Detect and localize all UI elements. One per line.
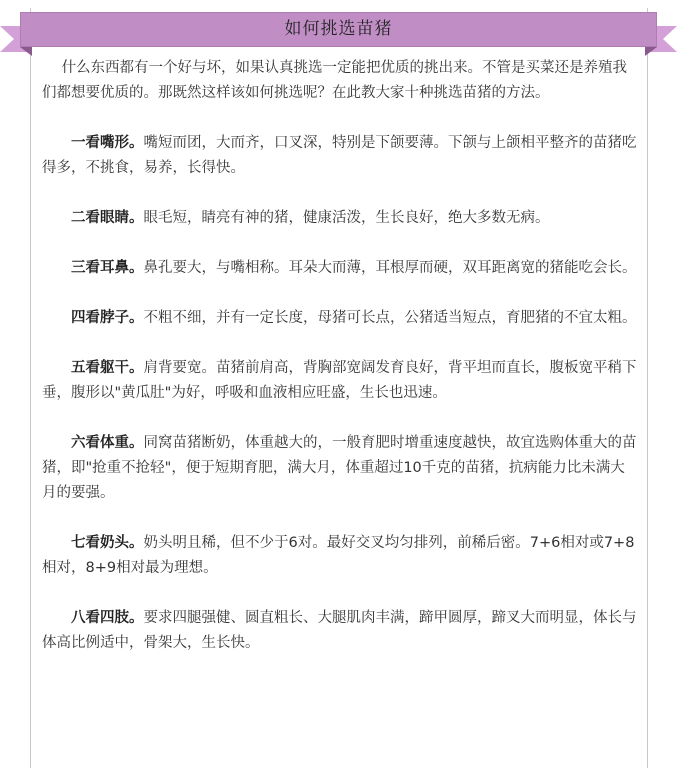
section-heading: 六看体重。 — [71, 435, 144, 451]
ribbon-right-fold — [645, 47, 657, 56]
section-heading: 四看脖子。 — [71, 310, 144, 326]
section-text: 不粗不细，并有一定长度，母猪可长点，公猪适当短点，育肥猪的不宜太粗。 — [143, 310, 637, 326]
section-limbs — [42, 606, 638, 656]
section-ears-nose — [42, 256, 638, 281]
section-text: 奶头明且稀，但不少于6对。最好交叉均匀排列，前稀后密。7+6相对或7+8相对，8+9相对最为理想。 — [42, 535, 635, 576]
ribbon-left-fold — [20, 47, 32, 56]
section-text: 眼毛短，睛亮有神的猪，健康活泼，生长良好，绝大多数无病。 — [143, 210, 550, 226]
ribbon-body — [20, 12, 657, 47]
section-heading: 五看躯干。 — [71, 360, 144, 376]
section-teats — [42, 531, 638, 581]
section-neck — [42, 306, 638, 331]
section-text: 鼻孔要大，与嘴相称。耳朵大而薄，耳根厚而硬，双耳距离宽的猪能吃会长。 — [143, 260, 637, 276]
section-text: 肩背要宽。苗猪前肩高，背胸部宽阔发育良好，背平坦而直长，腹板宽平稍下垂，腹形以"黄瓜肚"为好，呼吸和血液相应旺盛，生长也迅速。 — [42, 360, 637, 401]
article-body — [42, 56, 638, 656]
section-heading: 二看眼睛。 — [71, 210, 144, 226]
title-banner — [0, 12, 677, 48]
intro-paragraph: 什么东西都有一个好与坏，如果认真挑选一定能把优质的挑出来。不管是买菜还是养殖我们都想要优质的。那既然这样该如何挑选呢？在此教大家十种挑选苗猪的方法。 — [42, 60, 628, 101]
section-heading: 三看耳鼻。 — [71, 260, 144, 276]
page-title: 如何挑选苗猪 — [284, 19, 393, 39]
section-heading: 七看奶头。 — [71, 535, 144, 551]
section-text: 嘴短而团，大而齐，口叉深，特别是下颌要薄。下颌与上颌相平整齐的苗猪吃得多，不挑食，易养，长得快。 — [42, 135, 637, 176]
section-mouth — [42, 131, 638, 181]
section-weight — [42, 431, 638, 506]
section-heading: 一看嘴形。 — [71, 135, 144, 151]
section-torso — [42, 356, 638, 406]
section-text: 同窝苗猪断奶，体重越大的，一般育肥时增重速度越快，故宜选购体重大的苗猪，即"抢重不抢轻"，便于短期育肥，满大月，体重超过10千克的苗猪，抗病能力比未满大月的要强。 — [42, 435, 637, 501]
section-heading: 八看四肢。 — [71, 610, 144, 626]
section-eyes — [42, 206, 638, 231]
section-text: 要求四腿强健、圆直粗长、大腿肌肉丰满，蹄甲圆厚，蹄叉大而明显，体长与体高比例适中，骨架大，生长快。 — [42, 610, 637, 651]
